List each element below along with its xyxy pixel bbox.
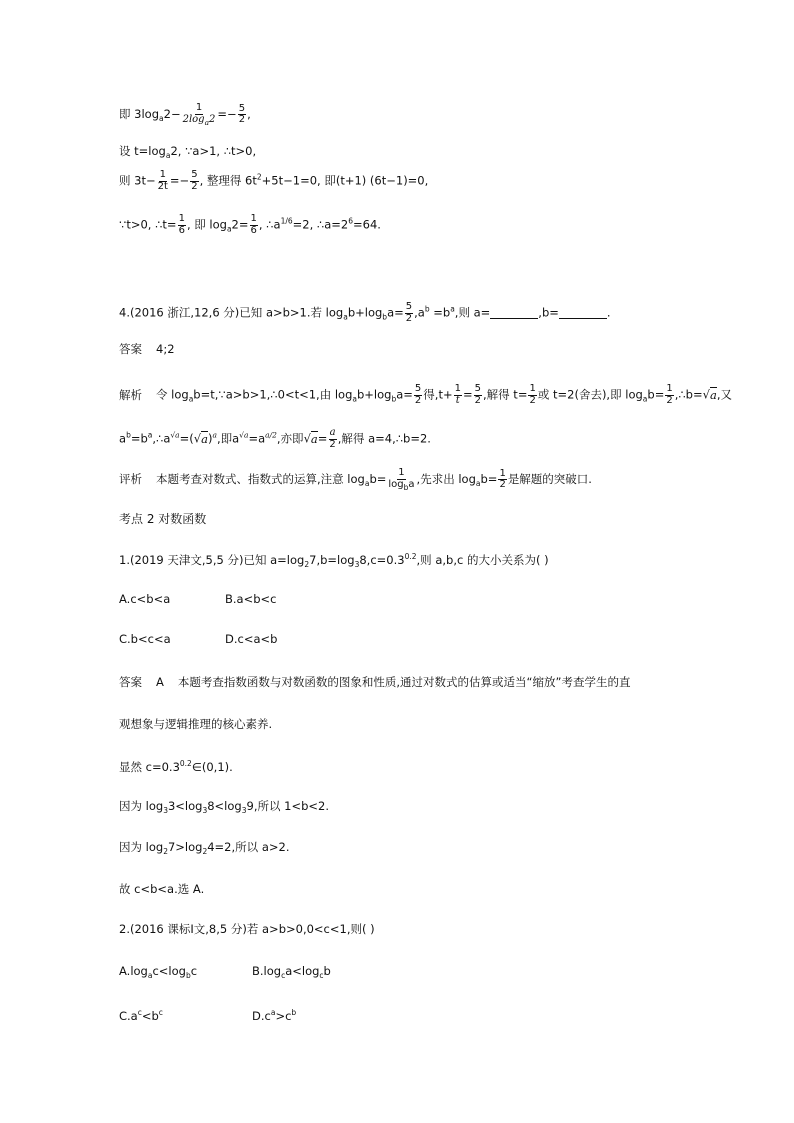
text: , 即 log (186, 217, 227, 232)
subscript: a (188, 394, 194, 404)
superscript: a (450, 304, 455, 314)
commentary-label: 评析 (119, 472, 142, 487)
superscript: 0.2 (404, 552, 417, 561)
numerator: 1 (195, 102, 203, 113)
option-a[interactable]: A.c<b<a (119, 592, 171, 606)
subscript: a (165, 151, 171, 160)
text: , ∴a (258, 217, 281, 232)
text: ,即a (216, 431, 240, 446)
text: = (462, 387, 473, 402)
denominator: 2 (238, 114, 246, 126)
denominator: 2 (529, 394, 536, 406)
numerator: 5 (474, 383, 481, 394)
answer-label: 答案 (119, 675, 142, 689)
fraction (190, 170, 198, 192)
text: ) (207, 431, 213, 446)
numerator: a (329, 427, 336, 438)
solution-line-1: 解析 令 $\log_ab=t,\because a>b>1,\therefore 0<t<1$,由 $\log_ab+\log_ba=$ $\frac{5}{2}$ 得,t+ $\frac{1}{t}$ = $\frac{5}{2}$ ,解得 t= $\frac{1}{2}$ 或 t=2(舍去),即 $\log_ab=$ $\frac{1}{2}$ ,∴b=√a,又 (119, 383, 732, 406)
text: 设 t=log (119, 144, 166, 158)
answer-label: 答案 (119, 342, 142, 356)
sqrt-radicand: a (709, 387, 717, 402)
numerator: 5 (191, 169, 198, 180)
denominator: 2 (414, 394, 422, 406)
numerator: 1 (398, 467, 405, 478)
text: ,则 a,b,c 的大小关系为( ) (416, 553, 549, 567)
superscript: a/2 (265, 430, 277, 440)
text: 因为 log (119, 799, 164, 813)
text: 得,t+ (423, 387, 453, 402)
numerator: 5 (414, 383, 422, 394)
text: ,则 a= (454, 305, 491, 320)
text: =2, ∴a=2 (292, 217, 349, 232)
text: a= (396, 387, 413, 402)
subscript: a (226, 224, 232, 234)
option-a[interactable] (119, 966, 252, 980)
text: 因为 log (119, 840, 164, 854)
denominator (182, 115, 217, 127)
subscript: a (475, 479, 481, 489)
text: 3<log (167, 799, 203, 813)
subscript: a (159, 114, 164, 124)
text: b= (480, 472, 498, 487)
superscript: √a (239, 430, 249, 440)
text: 8<log (207, 799, 242, 813)
denominator: 2 (329, 438, 336, 450)
fraction (498, 469, 506, 491)
answer-1-step-3 (119, 842, 289, 856)
numerator: 1 (178, 213, 185, 224)
text: 或 t=2(舍去),即 log (537, 387, 643, 402)
question-1-options-row-2 (119, 634, 277, 646)
text: a<log (285, 964, 320, 978)
sqrt-radicand: a (201, 431, 208, 446)
text: 7>log (167, 840, 203, 854)
subscript: 3 (202, 806, 208, 815)
superscript: 0.2 (179, 759, 192, 768)
subscript: a (364, 479, 370, 489)
superscript: b (126, 430, 131, 440)
subscript: b (403, 482, 409, 492)
fraction (328, 428, 336, 450)
denominator (387, 480, 415, 492)
denominator: 2 (499, 479, 506, 491)
text: 即 3log (119, 107, 160, 122)
subscript: 3 (163, 806, 168, 815)
superscript: 2 (256, 172, 262, 182)
fraction (238, 104, 246, 126)
subscript: 2 (163, 847, 168, 856)
text: c (190, 964, 198, 978)
denominator: t (455, 394, 460, 406)
subscript: 3 (354, 560, 360, 569)
text: 观想象与逻辑推理的核心素养. (119, 717, 273, 731)
subscript: a (642, 394, 648, 404)
answer-1-line-2 (119, 719, 272, 731)
text: b+log (357, 387, 392, 402)
text: . (606, 305, 611, 320)
question-2-options-row-1 (119, 966, 331, 980)
superscript: a (270, 1008, 276, 1017)
subscript: a (343, 312, 348, 322)
question-1 (119, 553, 549, 569)
text: 2log (182, 113, 205, 125)
answer-blank-a[interactable] (490, 318, 538, 319)
text: 显然 c=0.3 (119, 760, 180, 774)
answer-1-step-1 (119, 760, 233, 774)
text: ∵t>0, ∴t= (119, 217, 177, 232)
derivation-line-4 (119, 214, 381, 236)
text: =b (130, 431, 148, 446)
denominator: 6 (250, 224, 257, 236)
subscript: a (352, 394, 357, 404)
text: a= (387, 305, 404, 320)
text: 4.(2016 浙江,12,6 分)已知 a>b>1.若 log (119, 305, 344, 320)
text: ∈(0,1). (191, 760, 233, 774)
denominator: 6 (178, 224, 185, 236)
solution-line-2: $a^b=b^a,\therefore a^{√a}=(√a)^a$,即$a^{√a}=a^{a/2}$,亦即√a= $\frac{a}{2}$ ,解得 a=4,∴b=2. (119, 427, 431, 450)
text: 8,c=0.3 (359, 553, 405, 567)
text: 1.(2019 天津文,5,5 分)已知 a=log (119, 553, 305, 567)
text: b+log (347, 305, 383, 320)
option-d[interactable] (252, 1009, 296, 1023)
numerator: 1 (454, 383, 461, 394)
denominator: 2 (666, 394, 673, 406)
text: , 整理得 6t (199, 173, 257, 188)
superscript: a (212, 430, 217, 440)
subscript: 2 (202, 847, 208, 856)
text: +5t−1=0, 即(t+1) (6t−1)=0, (261, 173, 429, 188)
commentary (119, 468, 592, 491)
text: <b (141, 1009, 159, 1023)
text: 令 log (156, 387, 189, 402)
text: log (388, 478, 404, 490)
answer-value: 4;2 (156, 342, 175, 356)
text: 2.(2016 课标Ⅰ文,8,5 分)若 a>b>0,0<c<1,则( ) (119, 922, 375, 936)
superscript: c (158, 1008, 163, 1017)
subscript: c (319, 971, 324, 980)
derivation-line-3 (119, 170, 428, 192)
superscript: √a (170, 430, 180, 440)
text: 则 3t− (119, 173, 156, 188)
text: =− (217, 107, 237, 122)
text: B.log (252, 964, 282, 978)
fraction (157, 170, 169, 192)
text: A.log (119, 964, 148, 978)
text: ,∴a (152, 431, 171, 446)
answer-1-conclusion (119, 884, 204, 896)
derivation-line-2 (119, 146, 256, 160)
fraction (454, 384, 462, 406)
superscript: a (147, 430, 153, 440)
superscript: c (137, 1008, 142, 1017)
text: 是解题的突破口. (507, 472, 592, 487)
text: 2 (209, 113, 216, 125)
text: 2− (163, 107, 181, 122)
text: =b (429, 305, 451, 320)
text: ,解得 a=4,∴b=2. (337, 431, 431, 446)
text: ,b= (538, 305, 559, 320)
answer-4 (119, 344, 175, 356)
text: b (323, 964, 331, 978)
solution-label: 解析 (119, 387, 142, 402)
subscript: b (185, 971, 191, 980)
text: b= (369, 472, 387, 487)
fraction (474, 384, 482, 406)
fraction (414, 384, 422, 406)
question-2 (119, 924, 375, 936)
text: ,亦即 (276, 431, 304, 446)
text: ,又 (716, 387, 732, 402)
subscript: b (391, 394, 397, 404)
fraction (405, 302, 413, 324)
fraction (182, 103, 217, 126)
fraction (178, 214, 186, 236)
text: >c (275, 1009, 292, 1023)
option-c[interactable]: C.b<c<a (119, 632, 171, 646)
numerator: 1 (666, 383, 673, 394)
text: 2, ∵a>1, ∴t>0, (170, 144, 257, 158)
answer-1-step-2 (119, 801, 329, 815)
section-heading (119, 513, 206, 525)
text: =( (179, 431, 194, 446)
numerator: 1 (159, 169, 166, 180)
fraction (387, 468, 415, 491)
text: 本题考查指数函数与对数函数的图象和性质,通过对数式的估算或适当“缩放”考查学生的直 (177, 675, 631, 689)
numerator: 1 (499, 467, 506, 479)
superscript: 1/6 (280, 216, 293, 226)
question-1-options-row-1 (119, 594, 277, 606)
denominator: 2 (191, 180, 198, 192)
subscript: 3 (241, 806, 247, 815)
fraction (528, 384, 536, 406)
subscript: 2 (304, 560, 310, 569)
denominator: 2 (405, 312, 413, 324)
subscript: b (382, 312, 388, 322)
text: C.a (119, 1009, 138, 1023)
denominator: 2t (157, 180, 168, 192)
superscript: b (291, 1008, 297, 1017)
fraction (250, 214, 258, 236)
text: =64. (353, 217, 381, 232)
text: D.c (252, 1009, 271, 1023)
text: c<log (152, 964, 186, 978)
text: 7,b=log (309, 553, 355, 567)
option-b[interactable]: B.a<b<c (225, 592, 277, 606)
question-2-options-row-2 (119, 1009, 296, 1023)
text: =a (248, 431, 266, 446)
option-c[interactable] (119, 1009, 252, 1023)
answer-1-line-1 (119, 677, 630, 689)
answer-letter: A (156, 675, 164, 689)
subscript: c (281, 971, 286, 980)
subscript: a (147, 971, 153, 980)
text: a (119, 431, 127, 446)
option-d[interactable]: D.c<a<b (225, 632, 278, 646)
text: b=t,∵a>b>1,∴0<t<1,由 log (193, 387, 353, 402)
text: ,∴b= (674, 387, 703, 402)
sqrt-radicand: a (310, 431, 318, 446)
answer-blank-b[interactable] (559, 318, 607, 319)
text: ,先求出 log (416, 472, 476, 487)
superscript: b (424, 304, 430, 314)
denominator: 2 (474, 394, 481, 406)
numerator: 5 (238, 102, 246, 114)
text: ,解得 t= (483, 387, 528, 402)
option-b[interactable] (252, 964, 331, 978)
derivation-line-1 (119, 103, 251, 126)
fraction (665, 384, 673, 406)
numerator: 1 (250, 213, 257, 224)
section-title: 考点 2 对数函数 (119, 512, 207, 526)
text: 2= (231, 217, 249, 232)
question-4 (119, 302, 611, 324)
subscript: a (204, 117, 210, 127)
text: 故 c<b<a.选 A. (119, 882, 205, 896)
text: , (247, 107, 251, 122)
text: 4=2,所以 a>2. (207, 840, 290, 854)
text: =− (169, 173, 190, 188)
superscript: 6 (348, 216, 354, 226)
text: 9,所以 1<b<2. (246, 799, 329, 813)
text: b= (647, 387, 665, 402)
numerator: 1 (529, 383, 536, 394)
text: = (317, 431, 328, 446)
text: a (408, 478, 415, 490)
text: 本题考查对数式、指数式的运算,注意 log (156, 472, 365, 487)
text: ,a (414, 305, 425, 320)
numerator: 5 (405, 301, 413, 312)
